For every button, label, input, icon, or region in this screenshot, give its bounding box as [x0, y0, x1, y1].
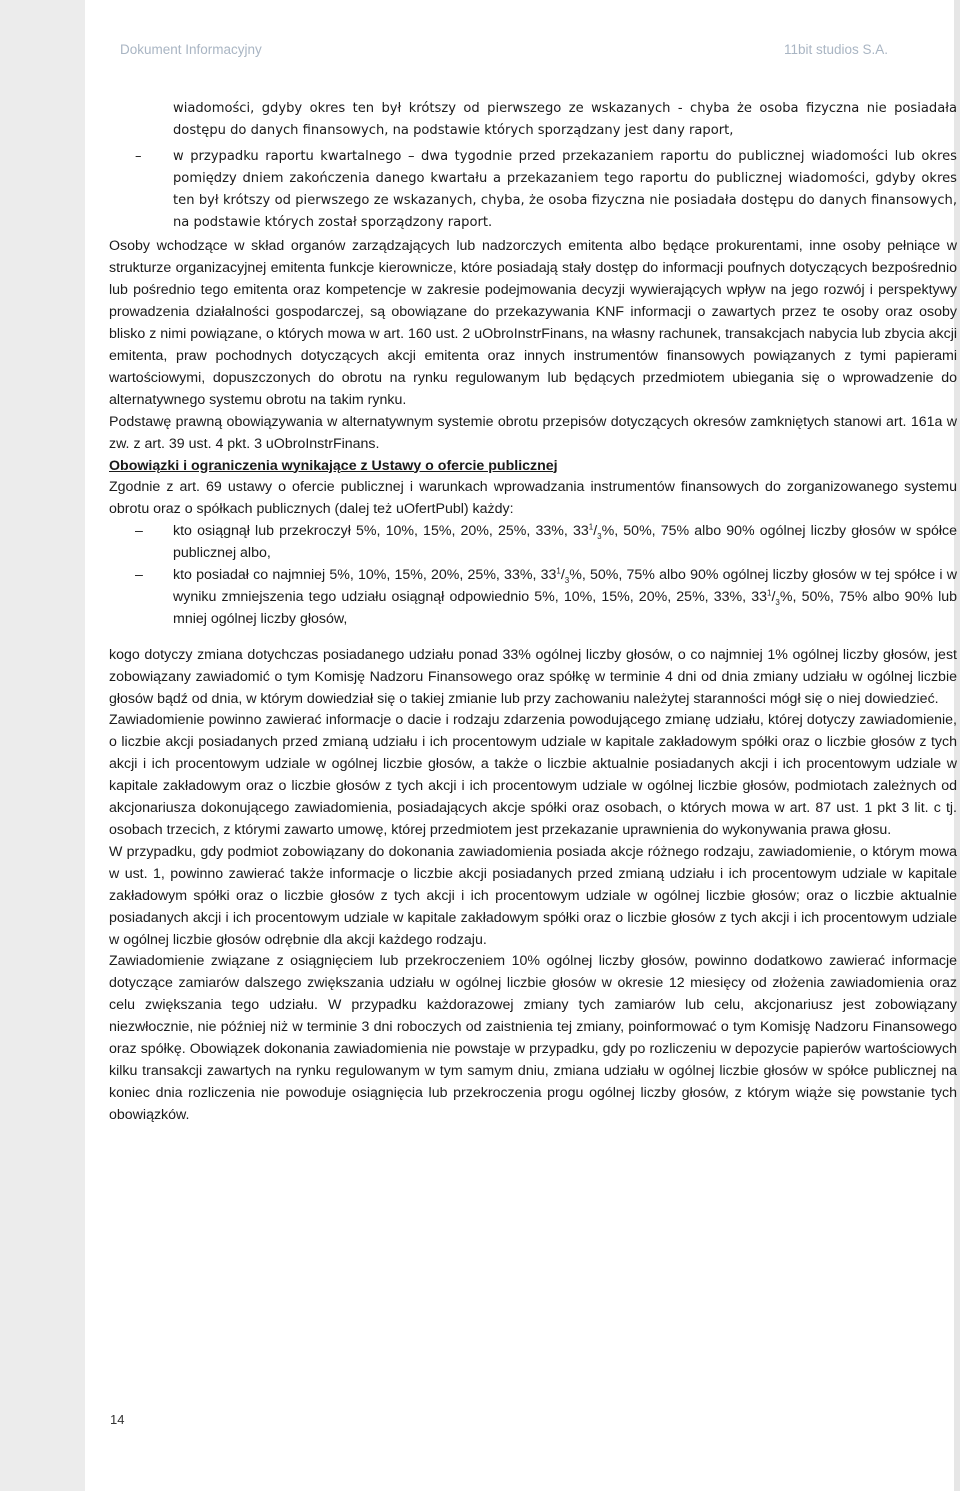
list-item-text: kto osiągnął lub przekroczył 5%, 10%, 15%, 20%, 25%, 33%, 33 — [173, 523, 589, 540]
fraction-denominator: 3 — [775, 597, 780, 607]
left-margin-band — [0, 0, 85, 1491]
page-number: 14 — [110, 1412, 125, 1427]
paragraph-zawiadomienie-2: Zawiadomienie związane z osiągnięciem lub przekroczeniem 10% ogólnej liczby głosów, powinno dodatkowo zawierać informacje dotyczące zamiarów dalszego zwiększania udziału w ogólnej liczbie głosów w okresie 12 miesięcy od złożenia zawiadomienia oraz celu zwiększania tego udziału. W przypadku każdorazowej zmiany tych zamiarów lub celu, akcjonariusz jest zobowiązany niezwłocznie, nie później niż w terminie 3 dni roboczych od zaistnienia tej zmiany, poinformować o tym Komisję Nadzoru Finansowego oraz spółkę. Obowiązek dokonania zawiadomienia nie powstaje w przypadku, gdy po rozliczeniu w depozycie papierów wartościowych kilku transakcji zawartych na rynku regulowanym w tym samym dniu, zmiana udziału w ogólnej liczbie głosów w spółce publicznej na koniec dnia rozliczenia nie powoduje osiągnięcia lub przekroczenia progu ogólnej liczby głosów, z którym wiąże się powstanie tych obowiązków. — [109, 953, 957, 1123]
header-document-title: Dokument Informacyjny — [120, 42, 262, 57]
page-header — [120, 42, 888, 64]
fraction-denominator: 3 — [597, 532, 602, 542]
list-item-text: wiadomości, gdyby okres ten był krótszy od pierwszego ze wskazanych - chyba że osoba fizyczna nie posiadała dostępu do danych finansowych, na podstawie których sporządzany jest dany raport, — [173, 101, 957, 138]
dash-bullet-icon: – — [135, 523, 143, 540]
list-item-kwartalny — [109, 146, 957, 234]
fraction-numerator: 1 — [588, 522, 594, 532]
list-item-continuation — [109, 98, 957, 142]
list-item-text: kto posiadał co najmniej 5%, 10%, 15%, 20%, 25%, 33%, 33 — [173, 567, 557, 584]
paragraph-zawiadomienie-1: Zawiadomienie powinno zawierać informacje o dacie i rodzaju zdarzenia powodującego zmianę udziału, której dotyczy zawiadomienie, o liczbie akcji posiadanych przed zmianą udziału i ich procentowym udziale w kapitale zakładowym spółki oraz o liczbie głosów z tych akcji i ich procentowym udziale w ogólnej liczbie głosów, a także o liczbie aktualnie posiadanych akcji i ich procentowym udziale w kapitale zakładowym oraz o liczbie głosów z tych akcji i ich procentowym udziale w ogólnej liczbie głosów, podmiotach zależnych od akcjonariusza dokonującego zawiadomienia, posiadających akcje spółki oraz osobach, o których mowa w art. 87 ust. 1 pkt 3 lit. c tj. osobach trzecich, z którymi zawarto umowę, której przedmiotem jest przekazanie uprawnienia do wykonywania prawa głosu. — [109, 712, 957, 838]
list-item-threshold-reduced: – kto posiadał co najmniej 5%, 10%, 15%, 20%, 25%, 33%, $33^1/_3\%$, 50%, 75% albo 90% ogólnej liczby głosów w tej spółce i w wyniku zmniejszenia tego udziału osiągnął odpowiednio 5%, 10%, 15%, 20%, 25%, 33%, $33^1/_3\%$, 50%, 75% albo 90% lub mniej ogólnej liczby głosów, — [135, 566, 958, 627]
list-item-text: w przypadku raportu kwartalnego – dwa tygodnie przed przekazaniem raportu do publicznej wiadomości lub okres pomiędzy dniem zakończenia danego kwartału a przekazaniem tego raportu do publicznej wiadomości, gdyby okres ten był krótszy od pierwszego ze wskazanych, chyba, że osoba fizyczna nie posiadała dostępu do danych finansowych, na podstawie których został sporządzony raport. — [173, 148, 957, 230]
paragraph-kogo: kogo dotyczy zmiana dotychczas posiadanego udziału ponad 33% ogólnej liczby głosów, o co najmniej 1% ogólnej liczby głosów, jest zobowiązany zawiadomić o tym Komisję Nadzoru Finansowego oraz spółkę w terminie 4 dni od dnia zmiany udziału w ogólnej liczbie głosów bądź od dnia, w którym dowiedział się o takiej zmianie lub przy zachowaniu należytej staranności mógł się o niej dowiedzieć. — [109, 646, 957, 707]
paragraph-w-przypadku: W przypadku, gdy podmiot zobowiązany do dokonania zawiadomienia posiada akcje różnego rodzaju, zawiadomienie, o którym mowa w ust. 1, powinno zawierać także informacje o liczbie akcji posiadanych przed zmianą udziału i ich procentowym udziale w kapitale zakładowym spółki oraz o liczbie głosów z tych akcji i ich procentowym udziale w ogólnej liczbie głosów; oraz o liczbie aktualnie posiadanych akcji i ich procentowym udziale w kapitale zakładowym spółki oraz o liczbie głosów z tych akcji i ich procentowym udziale w ogólnej liczbie głosów odrębnie dla akcji każdego rodzaju. — [109, 843, 957, 948]
fraction-denominator: 3 — [564, 575, 570, 585]
dash-bullet-icon: – — [135, 567, 143, 584]
list-item-text: %, 50%, 75% albo 90% ogólnej liczby głosów w spółce publicznej albo, — [173, 523, 957, 562]
fraction-numerator: 1 — [767, 588, 772, 598]
page-body — [109, 98, 957, 1127]
dash-bullet-icon: – — [135, 148, 142, 164]
fraction-numerator: 1 — [556, 566, 561, 576]
paragraph-zgodnie: Zgodnie z art. 69 ustawy o ofercie publicznej i warunkach wprowadzania instrumentów finansowych do zorganizowanego systemu obrotu oraz o spółkach publicznych (dalej też uOfertPubl) każdy: — [109, 479, 957, 518]
list-item-text: %, 50%, 75% albo 90% lub mniej ogólnej liczby głosów, — [173, 588, 957, 627]
paragraph-podstawa: Podstawę prawną obowiązywania w alternatywnym systemie obrotu przepisów dotyczących okresów zamkniętych stanowi art. 161a w zw. z art. 39 ust. 4 pkt. 3 uObroInstrFinans. — [109, 413, 957, 452]
list-item-text: %, 50%, 75% albo 90% ogólnej liczby głosów w tej spółce i w wyniku zmniejszenia tego udziału osiągnął odpowiednio 5%, 10%, 15%, 20%, 25%, 33%, 33 — [173, 567, 958, 605]
header-company-name: 11bit studios S.A. — [783, 42, 888, 57]
paragraph-osoby: Osoby wchodzące w skład organów zarządzających lub nadzorczych emitenta albo będące prokurentami, inne osoby pełniące w strukturze organizacyjnej emitenta funkcje kierownicze, które posiadają stały dostęp do informacji poufnych dotyczących bezpośrednio lub pośrednio tego emitenta oraz kompetencje w zakresie podejmowania decyzji wywierających wpływ na jego rozwój i perspektywy prowadzenia działalności gospodarczej, są obowiązane do przekazywania KNF informacji o zawartych przez te osoby oraz osoby blisko z nimi powiązane, o których mowa w art. 160 ust. 2 uObroInstrFinans, na własny rachunek, transakcjach nabycia lub zbycia akcji emitenta, praw pochodnych dotyczących akcji emitenta oraz innych instrumentów finansowych powiązanych z tymi papierami wartościowymi, dopuszczonych do obrotu na rynku regulowanym lub będących przedmiotem ubiegania się o wprowadzenie do alternatywnego systemu obrotu na takim rynku. — [109, 238, 957, 408]
section-heading: Obowiązki i ograniczenia wynikające z Ustawy o ofercie publicznej — [109, 457, 558, 474]
list-item-threshold-reached: – kto osiągnął lub przekroczył 5%, 10%, 15%, 20%, 25%, 33%, $33^1/_3\%$, 50%, 75% albo 90% ogólnej liczby głosów w spółce publicznej albo, — [135, 522, 957, 562]
